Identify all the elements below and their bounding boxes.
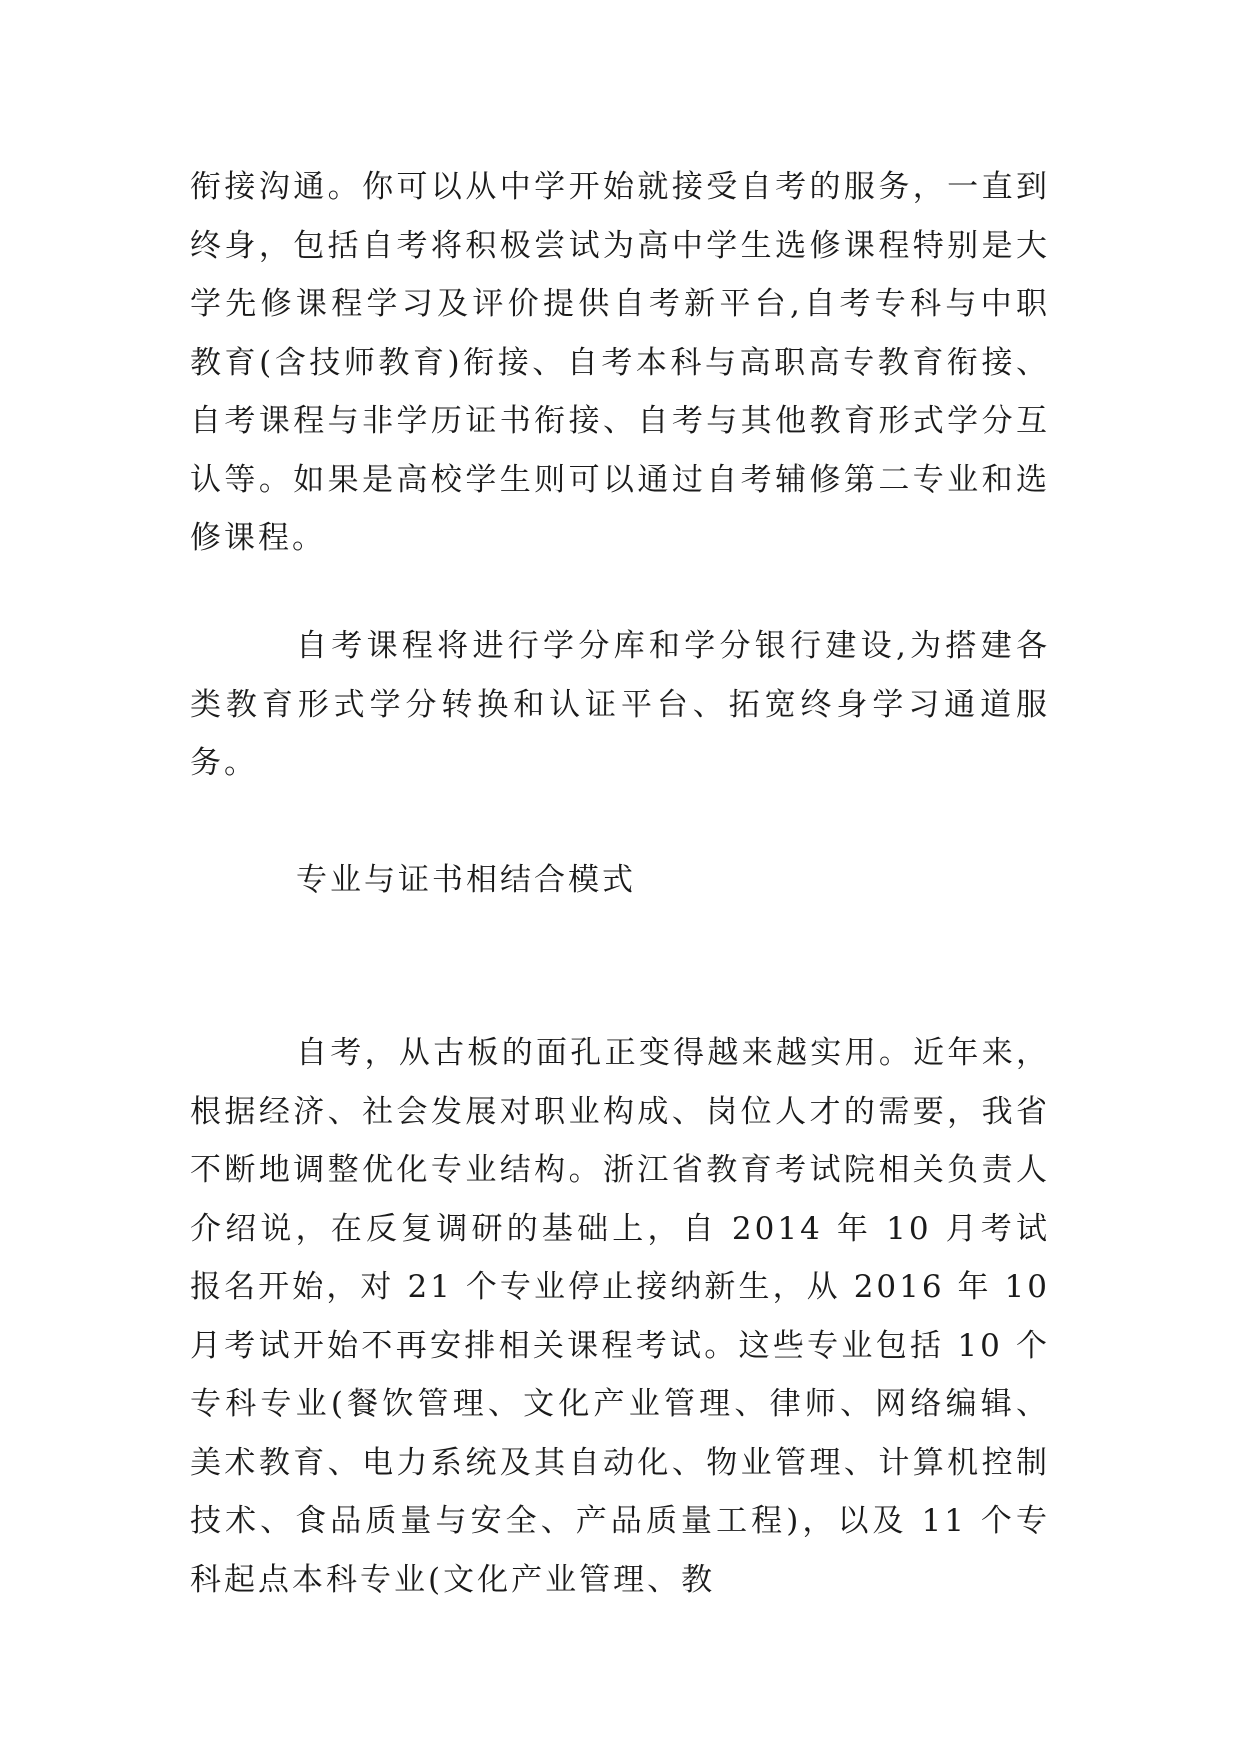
- body-paragraph: 自考，从古板的面孔正变得越来越实用。近年来，根据经济、社会发展对职业构成、岗位人才的需要，我省不断地调整优化专业结构。浙江省教育考试院相关负责人介绍说，在反复调研的基础上，自 2014 年 10 月考试报名开始，对 21 个专业停止接纳新生，从 2016 年 10 月考试开始不再安排相关课程考试。这些专业包括 10 个专科专业(餐饮管理、文化产业管理、律师、网络编辑、美术教育、电力系统及其自动化、物业管理、计算机控制技术、食品质量与安全、产品质量工程)，以及 11 个专科起点本科专业(文化产业管理、教: [190, 1035, 1050, 1598]
- body-paragraph: 自考课程将进行学分库和学分银行建设,为搭建各类教育形式学分转换和认证平台、拓宽终身学习通道服务。: [190, 628, 1050, 781]
- section-heading: 专业与证书相结合模式: [296, 862, 636, 898]
- body-paragraph: 衔接沟通。你可以从中学开始就接受自考的服务，一直到终身，包括自考将积极尝试为高中学生选修课程特别是大学先修课程学习及评价提供自考新平台,自考专科与中职教育(含技师教育)衔接、自考本科与高职高专教育衔接、自考课程与非学历证书衔接、自考与其他教育形式学分互认等。如果是高校学生则可以通过自考辅修第二专业和选修课程。: [190, 169, 1050, 556]
